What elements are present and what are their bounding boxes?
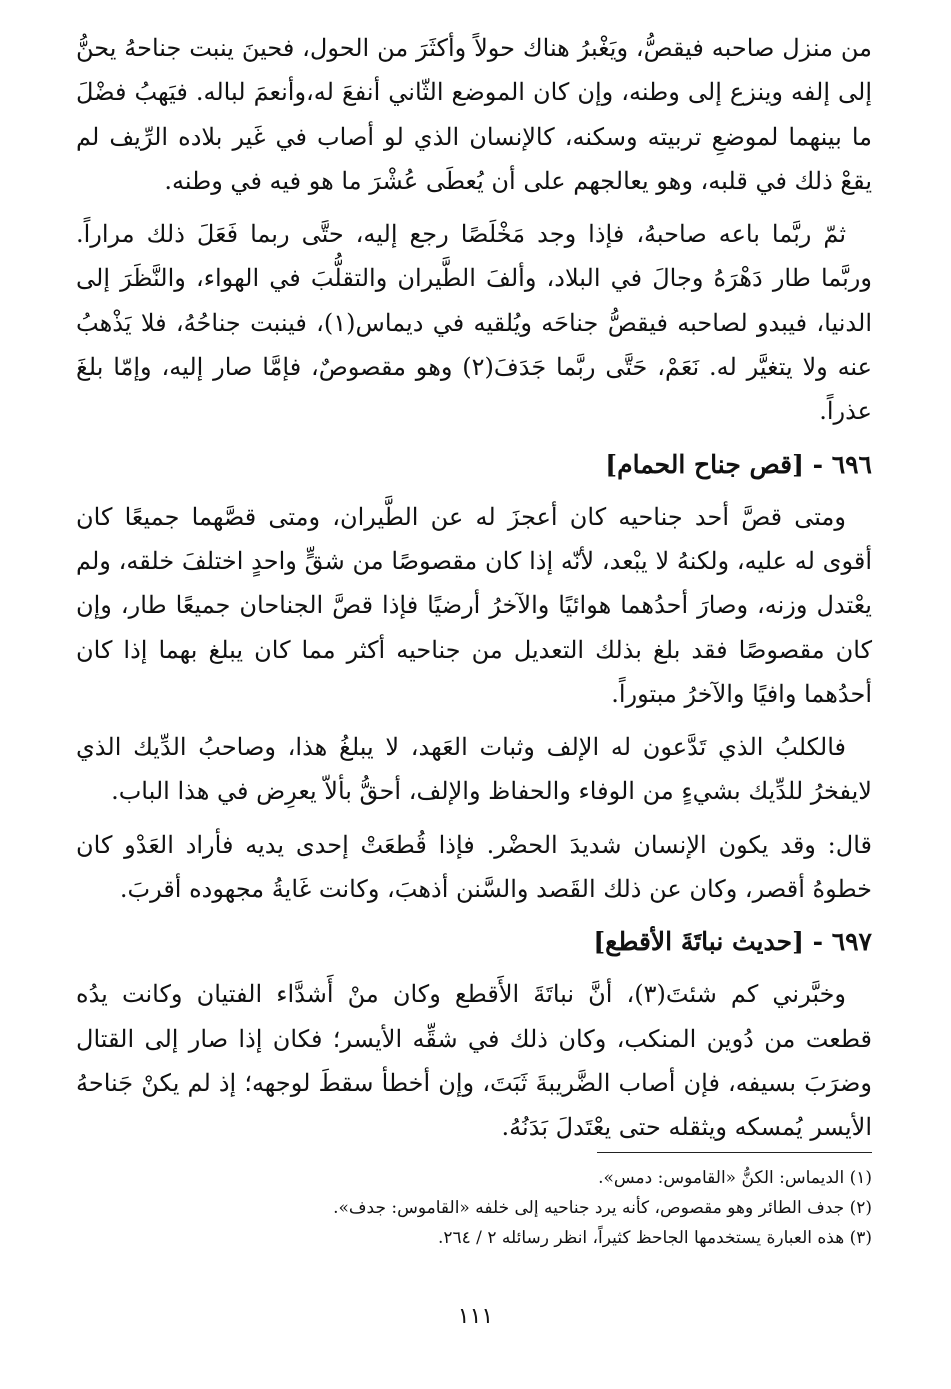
footnotes xyxy=(76,1163,872,1253)
footnote-divider xyxy=(597,1152,872,1153)
paragraph: ومتى قصَّ أحد جناحيه كان أعجزَ له عن الطَّيران، ومتى قصَّهما جميعًا كان أقوى له عليه، ولكنهُ لا يبْعد، لأنّه إذا كان مقصوصًا من شقٍّ واحدٍ اختلفَ خلقه، ولم يعْتدل وزنه، وصارَ أحدُهما هوائيًا والآخرُ أرضيًا فإذا قصَّ الجناحان جميعًا طار، وإن كان مقصوصًا فقد بلغ بذلك التعديل من جناحيه أكثر مما كان يبلغ بهما إذا كان أحدُهما وافيًا والآخرُ مبتوراً. xyxy=(76,502,872,708)
footnote: (٣) هذه العبارة يستخدمها الجاحظ كثيراً، انظر رسائله ٢ / ٢٦٤. xyxy=(437,1228,872,1248)
paragraph: ثمّ ربَّما باعه صاحبهُ، فإذا وجد مَخْلَصًا رجع إليه، حتَّى ربما فَعَلَ ذلك مراراً. وربَّما طار دَهْرَهُ وجالَ في البلاد، وألفَ الطَّيران والتقلُّبَ في الهواء، والنَّظَرَ إلى الدنيا، فيبدو لصاحبه فيقصُّ جناحَه ويُلقيه في ديماس(١)، فينبت جناحُهُ، فلا يَذْهبُ عنه ولا يتغيَّر له. نَعَمْ، حَتَّى ربَّما جَدَفَ(٢) وهو مقصوصٌ، فإمَّا صار إليه، وإمّا بلغَ عذراً. xyxy=(76,220,872,426)
paragraph: فالكلبُ الذي تَدَّعون له الإلف وثبات العَهد، لا يبلغُ هذا، وصاحبُ الدِّيك الذي لايفخرُ للدِّيك بشيءٍ من الوفاء والحفاظ والإلف، أحقُّ بألاّ يعرِض في هذا الباب. xyxy=(76,733,872,806)
page-number: ١١١ xyxy=(457,1304,494,1329)
paragraph: قال: وقد يكون الإنسان شديدَ الحضْر. فإذا قُطعَتْ إحدى يديه فأراد العَدْو كان خطوهُ أقصر، وكان عن ذلك القَصد والسَّنن أذهبَ، وكانت غَايةُ مجهوده أقربَ. xyxy=(76,830,872,904)
footnote: (١) الديماس: الكنُّ «القاموس: دمس». xyxy=(598,1168,872,1188)
main-text xyxy=(76,26,872,1159)
paragraph: وخبَّرني كم شئتَ(٣)، أنَّ نباتَةَ الأَقطع وكان منْ أَشدَّاء الفتيان وكانت يدُه قطعت من دُوين المنكب، وكان ذلك في شقِّه الأيسر؛ فكان إذا صار إلى القتال وضرَبَ بسيفه، فإن أصاب الضَّريبةَ ثَبَتَ، وإن أخطأ سقطَ لوجهه؛ إذ لم يكنْ جَناحهُ الأيسر يُمسكه ويثقله حتى يعْتَدلَ بَدَنُهُ. xyxy=(76,980,872,1142)
footnote: (٢) جدف الطائر وهو مقصوص، كأنه يرد جناحيه إلى خلفه «القاموس: جدف». xyxy=(333,1198,872,1218)
paragraph: من منزل صاحبه فيقصُّ، ويَغْبرُ هناك حولاً وأكثَرَ من الحول، فحينَ ينبت جناحهُ يحنُّ إلى إلفه وينزع إلى وطنه، وإن كان الموضع الثّاني أنفعَ له،وأنعمَ لباله. فيَهبُ فضْلَ ما بينهما لموضعِ تربيته وسكنه، كالإنسان الذي لو أصاب في غَير بلاده الرِّيف لم يقعْ ذلك في قلبه، وهو يعالجهم على أن يُعطَى عُشْرَ ما هو فيه في وطنه. xyxy=(76,34,872,195)
section-heading-697: ٦٩٧ - [حديث نباتَةَ الأقطع] xyxy=(593,927,872,957)
section-heading-696: ٦٩٦ - [قص جناح الحمام] xyxy=(605,449,872,479)
